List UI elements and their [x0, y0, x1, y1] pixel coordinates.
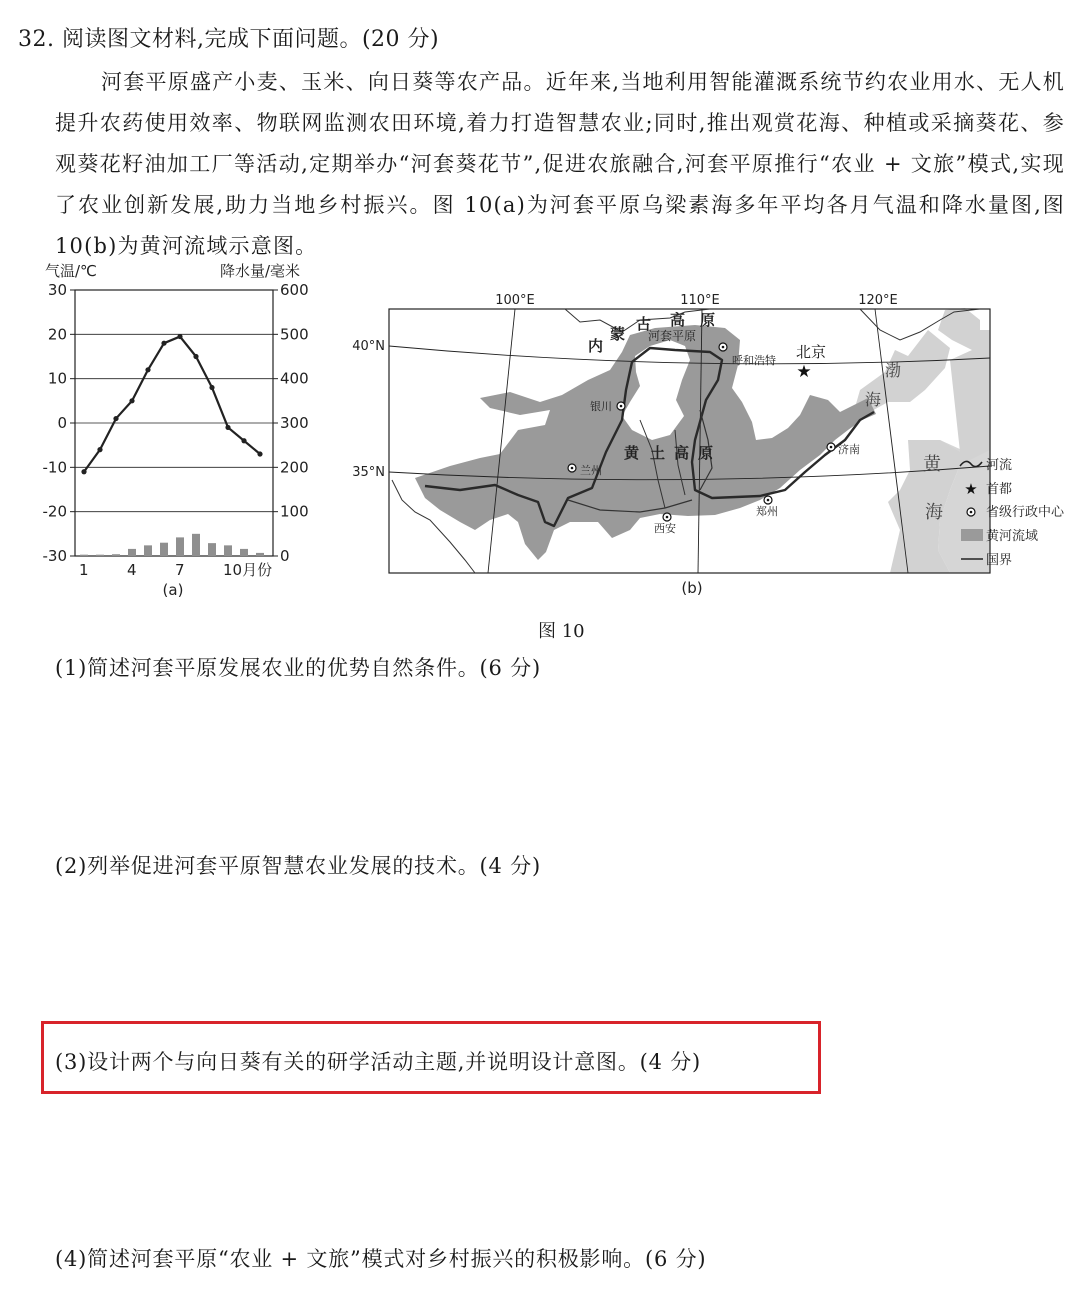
temp-tick-label: 0 — [57, 414, 67, 432]
precip-bar — [96, 555, 104, 556]
precip-bar — [128, 549, 136, 556]
temp-tick-label: -10 — [42, 458, 67, 477]
precip-bar — [112, 554, 120, 556]
lat-40-label: 40°N — [352, 339, 385, 354]
precip-tick-label: 400 — [280, 369, 309, 388]
temp-tick-label: 20 — [47, 325, 67, 344]
sub-question-4: (4)简述河套平原“农业 + 文旅”模式对乡村振兴的积极影响。(6 分) — [55, 1247, 707, 1271]
city-jinan — [827, 442, 860, 456]
hetao-plain-label: 河套平原 — [648, 329, 697, 343]
month-tick-label: 1 — [79, 561, 89, 579]
question-header: 32. 阅读图文材料,完成下面问题。(20 分) — [18, 27, 440, 52]
city-xian — [654, 513, 676, 535]
capital-star-icon: ★ — [796, 362, 812, 382]
legend-river: 河流 — [986, 458, 1013, 473]
climate-chart — [30, 256, 310, 606]
precip-bar — [240, 549, 248, 556]
lon-110-label: 110°E — [680, 293, 720, 308]
sea-char-huang: 黄 — [923, 454, 941, 475]
legend-basin: 黄河流域 — [986, 529, 1039, 544]
temperature-point — [193, 354, 198, 359]
region-char-meng: 蒙 — [610, 325, 626, 343]
lat-35-label: 35°N — [352, 465, 385, 480]
precip-bar — [224, 545, 232, 556]
city-jinan-label: 济南 — [838, 443, 860, 456]
precip-tick-label: 600 — [280, 281, 309, 299]
region-char-yuan2: 原 — [698, 444, 714, 462]
sub-question-2: (2)列举促进河套平原智慧农业发展的技术。(4 分) — [55, 854, 541, 878]
figure-caption: 图 10 — [538, 621, 585, 642]
month-tick-label: 10月份 — [223, 561, 273, 579]
sea-char-hai1: 海 — [865, 390, 882, 409]
temp-tick-label: 30 — [47, 281, 67, 299]
material-paragraph: 河套平原盛产小麦、玉米、向日葵等农产品。近年来,当地利用智能灌溉系统节约农业用水、无人机提升农药使用效率、物联网监测农田环境,着力打造智慧农业;同时,推出观赏花海、种植或采摘葵花、参观葵花籽油加工厂等活动,定期举办“河套葵花节”,促进农旅融合,河套平原推行“农业 + 文旅”模式,实现了农业创新发展,助力当地乡村振兴。图 10(a)为河套平原乌梁素海多年平均各月气温和降水量图,图 10(b)为黄河流域示意图。 — [55, 70, 1065, 258]
precip-bar — [160, 543, 168, 556]
city-lanzhou-label: 兰州 — [580, 464, 602, 477]
month-tick-label: 7 — [175, 561, 185, 579]
region-char-gao: 高 — [670, 311, 686, 329]
lon-120-label: 120°E — [858, 293, 898, 308]
precip-tick-label: 200 — [280, 458, 309, 477]
temperature-point — [145, 367, 150, 372]
city-yinchuan-label: 银川 — [590, 400, 612, 413]
inner-wetland — [640, 350, 685, 386]
temp-tick-label: -20 — [42, 502, 67, 521]
temperature-point — [225, 425, 230, 430]
temperature-point — [209, 385, 214, 390]
city-hohhot-label: 呼和浩特 — [732, 354, 776, 367]
precip-bar — [80, 555, 88, 556]
lon-120 — [875, 309, 908, 573]
precip-tick-label: 300 — [280, 414, 309, 432]
precip-bar — [208, 543, 216, 556]
temperature-point — [113, 416, 118, 421]
precip-bar — [256, 553, 264, 556]
capital-label: 北京 — [796, 343, 827, 361]
city-zhengzhou-label: 郑州 — [756, 505, 778, 518]
temperature-line — [84, 337, 260, 472]
sub-question-3: (3)设计两个与向日葵有关的研学活动主题,并说明设计意图。(4 分) — [55, 1050, 702, 1074]
sub-question-1: (1)简述河套平原发展农业的优势自然条件。(6 分) — [55, 656, 541, 680]
temperature-point — [241, 438, 246, 443]
chart-a-caption: (a) — [162, 581, 184, 599]
precip-bar — [144, 545, 152, 556]
temperature-point — [129, 398, 134, 403]
map-b-caption: (b) — [681, 579, 703, 597]
temp-axis-label: 气温/℃ — [45, 262, 97, 280]
region-char-nei: 内 — [588, 337, 604, 355]
temperature-point — [81, 469, 86, 474]
legend-capital: 首都 — [986, 482, 1013, 497]
temperature-point — [97, 447, 102, 452]
month-tick-label: 4 — [127, 561, 137, 579]
region-char-tu: 土 — [650, 444, 666, 462]
legend-capital-icon: ★ — [964, 480, 978, 498]
precip-axis-label: 降水量/毫米 — [219, 262, 300, 280]
temperature-point — [257, 451, 262, 456]
precip-bar — [176, 537, 184, 556]
temperature-point — [161, 341, 166, 346]
precip-bar — [192, 534, 200, 556]
precip-tick-label: 0 — [280, 547, 290, 565]
legend-basin-icon — [961, 529, 983, 541]
sea-char-hai2: 海 — [925, 502, 943, 523]
temp-tick-label: 10 — [47, 369, 67, 388]
precip-tick-label: 500 — [280, 325, 309, 344]
city-xian-label: 西安 — [654, 522, 676, 535]
legend-river-icon — [960, 461, 982, 466]
lon-100-label: 100°E — [495, 293, 535, 308]
region-char-gu: 古 — [636, 315, 652, 333]
region-char-yuan: 原 — [700, 311, 716, 329]
legend-border: 国界 — [986, 553, 1013, 568]
temp-tick-label: -30 — [42, 547, 67, 565]
map-legend — [958, 452, 1080, 572]
temperature-point — [177, 334, 182, 339]
region-char-gao2: 高 — [674, 444, 690, 462]
region-char-huang: 黄 — [624, 444, 640, 462]
legend-city-dot — [970, 511, 973, 514]
legend-provincial-center: 省级行政中心 — [986, 505, 1065, 520]
sea-char-bo: 渤 — [885, 361, 902, 380]
precip-tick-label: 100 — [280, 502, 309, 521]
